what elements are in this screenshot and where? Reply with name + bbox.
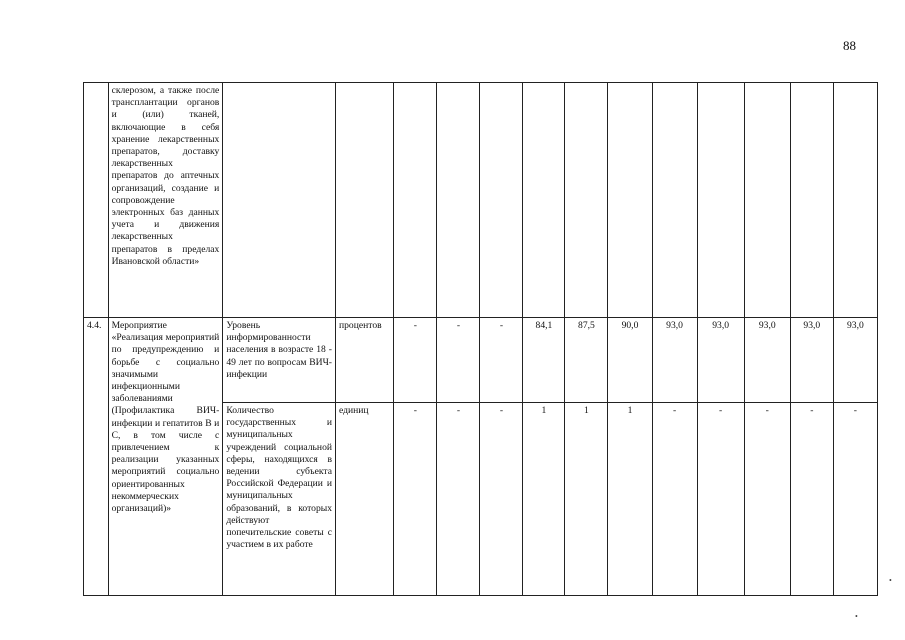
event-cell: Мероприятие «Реализация мероприятий по предупреждению и борьбе с социально значимыми инфекционными заболеваниями (Профилактика ВИЧ-инфекции и гепатитов В и С, в том числе с привлечением к реализации указанных мероприятий социально ориентированных некоммерческих организаций)» [108,318,223,596]
value-cell [790,83,833,318]
value-cell: 1 [608,403,652,596]
value-cell: 93,0 [744,318,790,403]
value-cell: - [744,403,790,596]
value-cell: - [394,403,437,596]
value-cell: - [437,403,480,596]
indicator-cell [223,83,336,318]
value-cell: - [790,403,833,596]
value-cell: - [437,318,480,403]
value-cell: - [394,318,437,403]
value-cell: 1 [523,403,565,596]
page-number: 88 [843,38,856,53]
scan-speck: • [855,612,858,621]
value-cell: - [697,403,744,596]
value-cell [480,83,523,318]
value-cell [394,83,437,318]
value-cell [833,83,877,318]
indicator-cell: Количество государственных и муниципальных учреждений социальной сферы, находящихся в ведении субъекта Российской Федерации и муниципальных образований, в которых действуют попечительские советы с участием в их работе [223,403,336,596]
value-cell: 1 [565,403,608,596]
value-cell: 87,5 [565,318,608,403]
value-cell: - [833,403,877,596]
value-cell: 90,0 [608,318,652,403]
value-cell [608,83,652,318]
value-cell: 93,0 [790,318,833,403]
value-cell [744,83,790,318]
row-index: 4.4. [84,318,109,596]
value-cell [437,83,480,318]
value-cell: 93,0 [833,318,877,403]
value-cell: 93,0 [697,318,744,403]
value-cell: - [480,318,523,403]
value-cell [565,83,608,318]
unit-cell: единиц [336,403,394,596]
value-cell [697,83,744,318]
value-cell [523,83,565,318]
table-row [84,318,878,403]
value-cell: 84,1 [523,318,565,403]
unit-cell: процентов [336,318,394,403]
row-index [84,83,109,318]
value-cell: 93,0 [652,318,697,403]
program-table [83,82,878,596]
scan-speck: • [889,576,892,585]
indicator-cell: Уровень информированности населения в возрасте 18 - 49 лет по вопросам ВИЧ-инфекции [223,318,336,403]
event-cell: склерозом, а также после трансплантации органов и (или) тканей, включающие в себя хранение лекарственных препаратов, доставку лекарственных препаратов до аптечных организаций, создание и сопровождение электронных баз данных учета и движения лекарственных препаратов в пределах Ивановской области» [108,83,223,318]
value-cell [652,83,697,318]
table-row [84,83,878,318]
value-cell: - [480,403,523,596]
value-cell: - [652,403,697,596]
unit-cell [336,83,394,318]
